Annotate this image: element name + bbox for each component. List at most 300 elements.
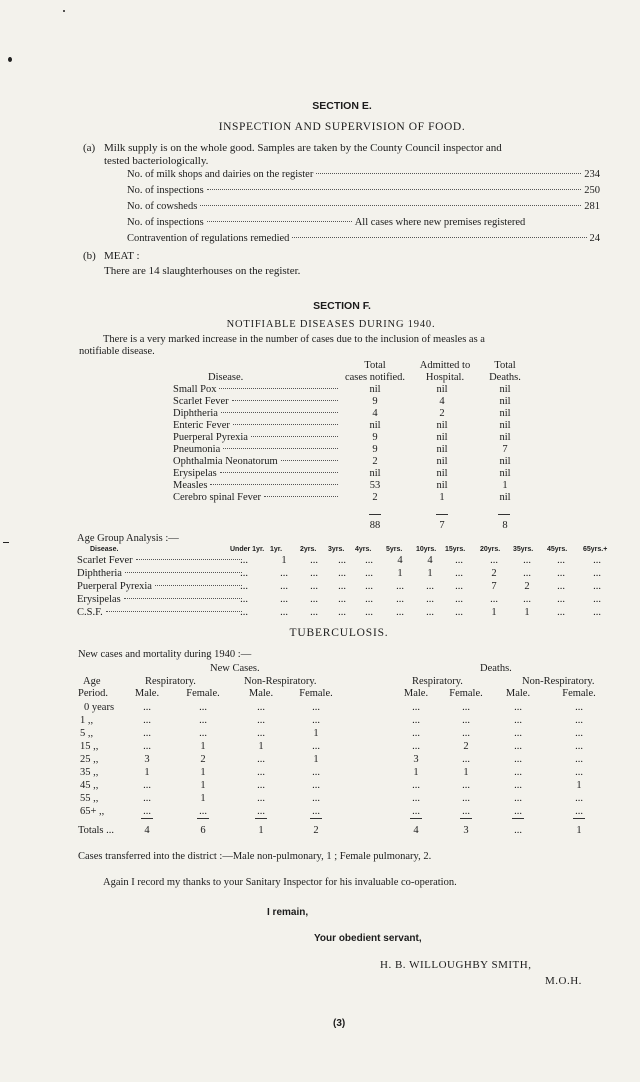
admitted-hospital: nil	[436, 468, 448, 479]
age-row-name: Puerperal Pyrexia	[77, 581, 152, 592]
tb-sex-header: Male.	[248, 688, 274, 699]
age-cell: ...	[280, 581, 288, 592]
tb-total-rule	[141, 818, 153, 819]
age-header: 20yrs.	[480, 546, 501, 553]
item-a-text: Milk supply is on the whole good. Samples are taken by the County Council inspector and	[104, 142, 502, 154]
cases-notified: 9	[372, 432, 378, 443]
disease-row	[173, 444, 341, 455]
age-header: 1yr.	[270, 546, 283, 553]
disease-row	[173, 492, 341, 503]
section-f-intro: There is a very marked increase in the number of cases due to the inclusion of measles as a	[103, 334, 485, 345]
age-row-name: Scarlet Fever	[77, 555, 133, 566]
tb-cell: ...	[412, 715, 420, 726]
age-cell: ...	[455, 607, 463, 618]
tb-non-respiratory: Non-Respiratory.	[244, 676, 317, 687]
tb-cell: ...	[143, 741, 151, 752]
col-hospital-header-2: Hospital.	[425, 372, 465, 383]
tb-cell: ...	[575, 728, 583, 739]
cases-notified: nil	[369, 420, 381, 431]
tb-respiratory-deaths: Respiratory.	[412, 676, 463, 687]
tb-total: 4	[144, 825, 150, 836]
age-header: 15yrs.	[445, 546, 466, 553]
disease-row	[173, 468, 341, 479]
tb-cell: ...	[143, 806, 151, 817]
tb-cell: 1	[200, 793, 206, 804]
tb-cell: ...	[462, 793, 470, 804]
disease-name: Pneumonia	[173, 444, 221, 455]
admitted-hospital: nil	[436, 444, 448, 455]
signatory-name: H. B. WILLOUGHBY SMITH,	[380, 959, 532, 971]
disease-row	[173, 432, 341, 443]
disease-row	[173, 408, 341, 419]
age-row-name: C.S.F.	[77, 607, 103, 618]
age-cell: ...	[396, 607, 404, 618]
stat-label: No. of inspections	[127, 217, 204, 228]
age-cell: ...	[310, 607, 318, 618]
tb-cell: ...	[412, 793, 420, 804]
tb-non-respiratory-deaths: Non-Respiratory.	[522, 676, 595, 687]
col-notified-header-2: cases notified.	[344, 372, 406, 383]
tb-cell: 2	[200, 754, 206, 765]
disease-name: Ophthalmia Neonatorum	[173, 456, 278, 467]
tb-age-period: 65+ ,,	[80, 806, 105, 817]
age-cell: ...	[280, 594, 288, 605]
admitted-hospital: nil	[436, 480, 448, 491]
age-row-name: Diphtheria	[77, 568, 122, 579]
cases-notified: 2	[372, 456, 378, 467]
age-cell: 1	[281, 555, 287, 566]
age-header: 5yrs.	[386, 546, 403, 553]
age-cell: 1	[397, 568, 403, 579]
tb-cell: ...	[462, 754, 470, 765]
tb-intro: New cases and mortality during 1940 :—	[78, 649, 252, 660]
item-a-marker: (a)	[83, 142, 96, 154]
admitted-hospital: nil	[436, 432, 448, 443]
tb-cell: ...	[412, 780, 420, 791]
age-cell: ...	[365, 607, 373, 618]
age-header: 10yrs.	[416, 546, 437, 553]
age-cell: ...	[338, 568, 346, 579]
tb-cell: ...	[575, 715, 583, 726]
section-f-title: NOTIFIABLE DISEASES DURING 1940.	[226, 319, 436, 330]
admitted-hospital: nil	[436, 456, 448, 467]
tb-cell: ...	[257, 754, 265, 765]
age-cell: ...	[365, 555, 373, 566]
stat-value: 24	[589, 233, 600, 244]
tb-cell: ...	[462, 728, 470, 739]
tb-cell: 2	[463, 741, 469, 752]
stat-value: All cases where new premises registered	[354, 217, 526, 228]
tb-cell: ...	[462, 780, 470, 791]
tb-total-rule	[310, 818, 322, 819]
age-cell: 7	[491, 581, 497, 592]
age-header: 65yrs.+	[583, 546, 608, 553]
age-cell: ...	[240, 594, 248, 605]
age-cell: ...	[396, 581, 404, 592]
age-cell: ...	[338, 594, 346, 605]
age-cell: ...	[426, 607, 434, 618]
tb-cell: 3	[144, 754, 150, 765]
age-cell: ...	[240, 581, 248, 592]
admitted-hospital: nil	[436, 384, 448, 395]
age-cell: ...	[310, 581, 318, 592]
tb-cell: ...	[514, 715, 522, 726]
section-f-heading: SECTION F.	[313, 300, 371, 312]
disease-name: Enteric Fever	[173, 420, 230, 431]
tb-cell: ...	[575, 767, 583, 778]
age-cell: ...	[455, 594, 463, 605]
tb-cell: ...	[575, 806, 583, 817]
age-header: 45yrs.	[547, 546, 568, 553]
tb-total: 6	[200, 825, 206, 836]
tb-cell: ...	[257, 806, 265, 817]
age-header: 3yrs.	[328, 546, 345, 553]
tb-total-rule	[255, 818, 267, 819]
disease-row	[173, 420, 341, 431]
tb-cell: ...	[143, 715, 151, 726]
age-cell: 1	[427, 568, 433, 579]
age-cell: ...	[426, 594, 434, 605]
ink-speck	[3, 542, 9, 543]
tb-deaths: Deaths.	[480, 663, 512, 674]
age-cell: ...	[455, 568, 463, 579]
disease-name: Erysipelas	[173, 468, 217, 479]
cases-notified: 53	[369, 480, 381, 491]
tb-cell: ...	[257, 767, 265, 778]
tb-cell: ...	[199, 728, 207, 739]
stat-value: 250	[584, 185, 600, 196]
tb-cell: ...	[514, 780, 522, 791]
tb-cell: ...	[514, 806, 522, 817]
tb-cell: 1	[144, 767, 150, 778]
col-disease-header: Disease.	[208, 372, 244, 383]
disease-name: Puerperal Pyrexia	[173, 432, 248, 443]
tb-cell: ...	[462, 806, 470, 817]
tb-cell: ...	[257, 702, 265, 713]
age-cell: ...	[310, 568, 318, 579]
age-cell: ...	[396, 594, 404, 605]
tb-cell: ...	[257, 793, 265, 804]
tb-cell: ...	[257, 780, 265, 791]
disease-name: Small Pox	[173, 384, 217, 395]
age-cell: ...	[338, 581, 346, 592]
tb-cell: ...	[199, 702, 207, 713]
tb-total-rule	[573, 818, 585, 819]
tb-age-period: 5 ,,	[80, 728, 94, 739]
tb-total: 1	[576, 825, 582, 836]
stat-value: 281	[584, 201, 600, 212]
tb-cell: ...	[412, 741, 420, 752]
tb-cell: ...	[257, 715, 265, 726]
tb-age-period: 15 ,,	[80, 741, 99, 752]
age-cell: ...	[240, 607, 248, 618]
stat-label: No. of cowsheds	[127, 201, 198, 212]
tb-sex-header: Female.	[562, 688, 596, 699]
cases-notified: 2	[372, 492, 378, 503]
cases-notified: 4	[372, 408, 378, 419]
tb-sex-header: Female.	[186, 688, 220, 699]
cases-notified: 9	[372, 444, 378, 455]
tb-age-period: 45 ,,	[80, 780, 99, 791]
stat-row	[127, 169, 600, 180]
disease-row	[173, 456, 341, 467]
item-b-marker: (b)	[83, 250, 96, 262]
age-cell: ...	[365, 594, 373, 605]
admitted-hospital: 1	[439, 492, 445, 503]
cases-notified: 9	[372, 396, 378, 407]
total-deaths: nil	[499, 456, 511, 467]
age-cell: ...	[490, 594, 498, 605]
cases-notified: nil	[369, 468, 381, 479]
tb-cell: ...	[575, 741, 583, 752]
signatory-title: M.O.H.	[545, 975, 582, 987]
stat-label: No. of milk shops and dairies on the register	[127, 169, 314, 180]
tb-total: 1	[258, 825, 264, 836]
tb-cell: ...	[514, 767, 522, 778]
stat-row	[127, 233, 600, 244]
age-header: 4yrs.	[355, 546, 372, 553]
tb-cell: 1	[313, 754, 319, 765]
tb-age-period: 25 ,,	[80, 754, 99, 765]
age-cell: ...	[365, 568, 373, 579]
age-cell: ...	[557, 568, 565, 579]
disease-name: Measles	[173, 480, 208, 491]
total-rule	[369, 514, 381, 515]
section-f-intro-cont: notifiable disease.	[79, 346, 155, 357]
disease-row	[173, 384, 341, 395]
age-cell: ...	[338, 555, 346, 566]
age-cell: ...	[593, 555, 601, 566]
age-row	[77, 594, 245, 605]
col-deaths-header: Total	[494, 360, 516, 371]
tb-total: 3	[463, 825, 469, 836]
tb-cell: ...	[575, 702, 583, 713]
age-cell: 4	[427, 555, 433, 566]
age-cell: ...	[593, 607, 601, 618]
age-row	[77, 568, 245, 579]
tb-cell: ...	[257, 728, 265, 739]
age-cell: ...	[280, 607, 288, 618]
tb-sex-header: Female.	[299, 688, 333, 699]
age-cell: ...	[557, 555, 565, 566]
tb-cell: ...	[514, 793, 522, 804]
tb-age: Age	[83, 676, 101, 687]
tb-cell: ...	[143, 780, 151, 791]
total-deaths: 7	[502, 444, 508, 455]
tb-cell: ...	[514, 754, 522, 765]
total-rule	[498, 514, 510, 515]
tb-cell: 3	[413, 754, 419, 765]
age-cell: ...	[557, 594, 565, 605]
item-a-text-cont: tested bacteriologically.	[104, 155, 209, 167]
tb-cell: 1	[413, 767, 419, 778]
age-header: 2yrs.	[300, 546, 317, 553]
tb-cell: 1	[200, 767, 206, 778]
section-e-heading: SECTION E.	[312, 100, 372, 112]
col-notified-header: Total	[364, 360, 386, 371]
tb-cell: ...	[514, 741, 522, 752]
tb-sex-header: Male.	[134, 688, 160, 699]
age-row	[77, 555, 245, 566]
age-cell: ...	[310, 555, 318, 566]
tb-cell: ...	[412, 806, 420, 817]
disease-name: Scarlet Fever	[173, 396, 229, 407]
tb-title: TUBERCULOSIS.	[289, 627, 389, 639]
age-cell: 2	[524, 581, 530, 592]
age-cell: ...	[557, 581, 565, 592]
tb-total-rule	[410, 818, 422, 819]
section-e-title: INSPECTION AND SUPERVISION OF FOOD.	[218, 121, 466, 133]
age-row	[77, 581, 245, 592]
tb-cell: 1	[200, 741, 206, 752]
tb-totals-label: Totals ...	[78, 825, 115, 836]
total-hospital: 7	[439, 520, 445, 531]
age-cell: ...	[338, 607, 346, 618]
age-cell: ...	[310, 594, 318, 605]
tb-cell: ...	[462, 715, 470, 726]
tb-cell: ...	[575, 754, 583, 765]
tb-cell: ...	[312, 806, 320, 817]
total-deaths: nil	[499, 396, 511, 407]
tb-cell: ...	[312, 715, 320, 726]
tb-cell: ...	[143, 702, 151, 713]
total-deaths: 8	[502, 520, 508, 531]
disease-name: Cerebro spinal Fever	[173, 492, 262, 503]
age-header: Under 1yr.	[230, 546, 265, 553]
tb-total: 2	[313, 825, 319, 836]
tb-cell: ...	[143, 728, 151, 739]
disease-row	[173, 396, 341, 407]
age-header: 35yrs.	[513, 546, 534, 553]
tb-cell: ...	[312, 793, 320, 804]
tb-age-period: 55 ,,	[80, 793, 99, 804]
tb-period: Period.	[78, 688, 109, 699]
tb-total-rule	[460, 818, 472, 819]
tb-cell: 1	[463, 767, 469, 778]
age-row-name: Erysipelas	[77, 594, 121, 605]
total-deaths: nil	[499, 432, 511, 443]
age-cell: ...	[455, 581, 463, 592]
total-notified: 88	[369, 520, 381, 531]
tb-transferred: Cases transferred into the district :—Male non-pulmonary, 1 ; Female pulmonary, 2.	[78, 851, 432, 862]
tb-cell: ...	[312, 702, 320, 713]
age-cell: 1	[524, 607, 530, 618]
tb-sex-header: Female.	[449, 688, 483, 699]
tb-sex-header: Male.	[505, 688, 531, 699]
tb-cell: ...	[412, 728, 420, 739]
tb-cell: 1	[313, 728, 319, 739]
tb-respiratory: Respiratory.	[145, 676, 196, 687]
stat-label: Contravention of regulations remedied	[127, 233, 290, 244]
tb-total: 4	[413, 825, 419, 836]
age-cell: 1	[491, 607, 497, 618]
tb-sex-header: Male.	[403, 688, 429, 699]
tb-cell: ...	[412, 702, 420, 713]
age-cell: ...	[593, 581, 601, 592]
closing-servant: Your obedient servant,	[314, 933, 422, 944]
age-cell: ...	[523, 594, 531, 605]
tb-age-period: 1 ,,	[80, 715, 94, 726]
tb-cell: 1	[576, 780, 582, 791]
age-cell: ...	[490, 555, 498, 566]
tb-cell: ...	[312, 741, 320, 752]
tb-cell: ...	[199, 806, 207, 817]
admitted-hospital: 2	[439, 408, 445, 419]
stat-row	[127, 217, 600, 228]
admitted-hospital: 4	[439, 396, 445, 407]
item-b-text: There are 14 slaughterhouses on the register.	[104, 265, 301, 277]
tb-cell: ...	[312, 780, 320, 791]
tb-total: ...	[514, 825, 522, 836]
tb-new-cases: New Cases.	[210, 663, 260, 674]
stat-value: 234	[584, 169, 600, 180]
stat-row	[127, 185, 600, 196]
tb-cell: ...	[199, 715, 207, 726]
tb-cell: 1	[200, 780, 206, 791]
age-group-title: Age Group Analysis :—	[77, 533, 179, 544]
age-cell: ...	[523, 568, 531, 579]
age-cell: ...	[426, 581, 434, 592]
col-hospital-header: Admitted to	[419, 360, 471, 371]
item-b-title: MEAT :	[104, 250, 140, 262]
tb-age-period: 35 ,,	[80, 767, 99, 778]
disease-row	[173, 480, 341, 491]
tb-cell: ...	[575, 793, 583, 804]
age-cell: ...	[593, 594, 601, 605]
total-rule	[436, 514, 448, 515]
total-deaths: nil	[499, 468, 511, 479]
age-cell: ...	[240, 568, 248, 579]
age-cell: ...	[593, 568, 601, 579]
total-deaths: nil	[499, 384, 511, 395]
admitted-hospital: nil	[436, 420, 448, 431]
tb-cell: 1	[258, 741, 264, 752]
tb-cell: ...	[462, 702, 470, 713]
stat-label: No. of inspections	[127, 185, 204, 196]
age-cell: 4	[397, 555, 403, 566]
total-deaths: nil	[499, 420, 511, 431]
closing-thanks: Again I record my thanks to your Sanitary Inspector for his invaluable co-operation.	[103, 877, 457, 888]
closing-remain: I remain,	[267, 907, 309, 918]
cases-notified: nil	[369, 384, 381, 395]
ink-speck	[8, 57, 12, 62]
tb-age-period: 0 years	[84, 702, 115, 713]
age-cell: ...	[240, 555, 248, 566]
age-cell: ...	[523, 555, 531, 566]
total-deaths: 1	[502, 480, 508, 491]
age-cell: ...	[557, 607, 565, 618]
tb-total-rule	[512, 818, 524, 819]
age-row	[77, 607, 245, 618]
tb-cell: ...	[514, 728, 522, 739]
page-number: (3)	[333, 1018, 346, 1029]
age-header: Disease.	[90, 546, 119, 553]
total-deaths: nil	[499, 492, 511, 503]
stat-row	[127, 201, 600, 212]
tb-cell: ...	[312, 767, 320, 778]
disease-name: Diphtheria	[173, 408, 218, 419]
total-deaths: nil	[499, 408, 511, 419]
tb-cell: ...	[143, 793, 151, 804]
ink-speck	[63, 10, 65, 12]
tb-total-rule	[197, 818, 209, 819]
tb-cell: ...	[514, 702, 522, 713]
age-cell: ...	[455, 555, 463, 566]
age-cell: 2	[491, 568, 497, 579]
age-cell: ...	[365, 581, 373, 592]
col-deaths-header-2: Deaths.	[489, 372, 521, 383]
age-cell: ...	[280, 568, 288, 579]
